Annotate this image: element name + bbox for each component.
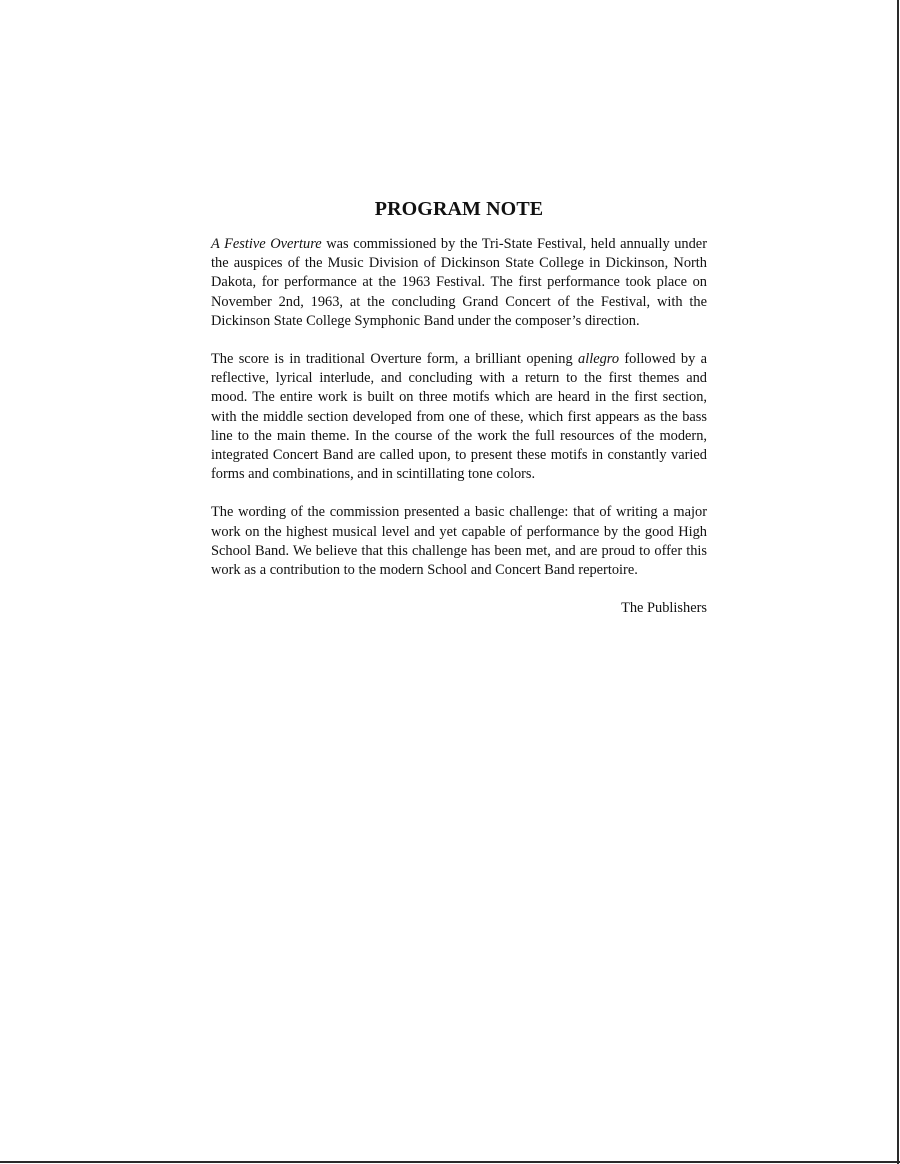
page-title: PROGRAM NOTE (374, 198, 544, 220)
program-note (211, 196, 707, 618)
paragraph-commission (211, 235, 707, 331)
work-title-italic: A Festive Overture (211, 236, 322, 252)
paragraph-form-text-after: followed by a reflective, lyrical interlude, and concluding with a return to the first themes and mood. The entire work is built on three motifs which are heard in the first section, with the middle section developed from one of these, which first appears as the bass line to the main theme. In the course of the work the full resources of the modern, integrated Concert Band are called upon, to present these motifs in constantly varied forms and combinations, and in scintillating tone colors. (211, 351, 707, 483)
paragraph-challenge: The wording of the commission presented a basic challenge: that of writing a major work on the highest musical level and yet capable of performance by the good High School Band. We believe that this challenge has been met, and are proud to offer this work as a contribution to the modern School and Concert Band repertoire. (211, 504, 707, 579)
paragraph-commission-text: was commissioned by the Tri-State Festival, held annually under the auspices of the Music Division of Dickinson State College in Dickinson, North Dakota, for performance at the 1963 Festival. The first performance took place on November 2nd, 1963, at the concluding Grand Concert of the Festival, with the Dickinson State College Symphonic Band under the composer’s direction. (211, 236, 707, 329)
page-border-bottom (0, 1161, 900, 1163)
allegro-italic: allegro (578, 351, 620, 368)
paragraph-form (211, 350, 707, 484)
paragraph-form-text-before: The score is in traditional Overture form, a brilliant opening (211, 351, 579, 368)
signature: The Publishers (621, 600, 707, 617)
page-border-right (897, 0, 899, 1164)
